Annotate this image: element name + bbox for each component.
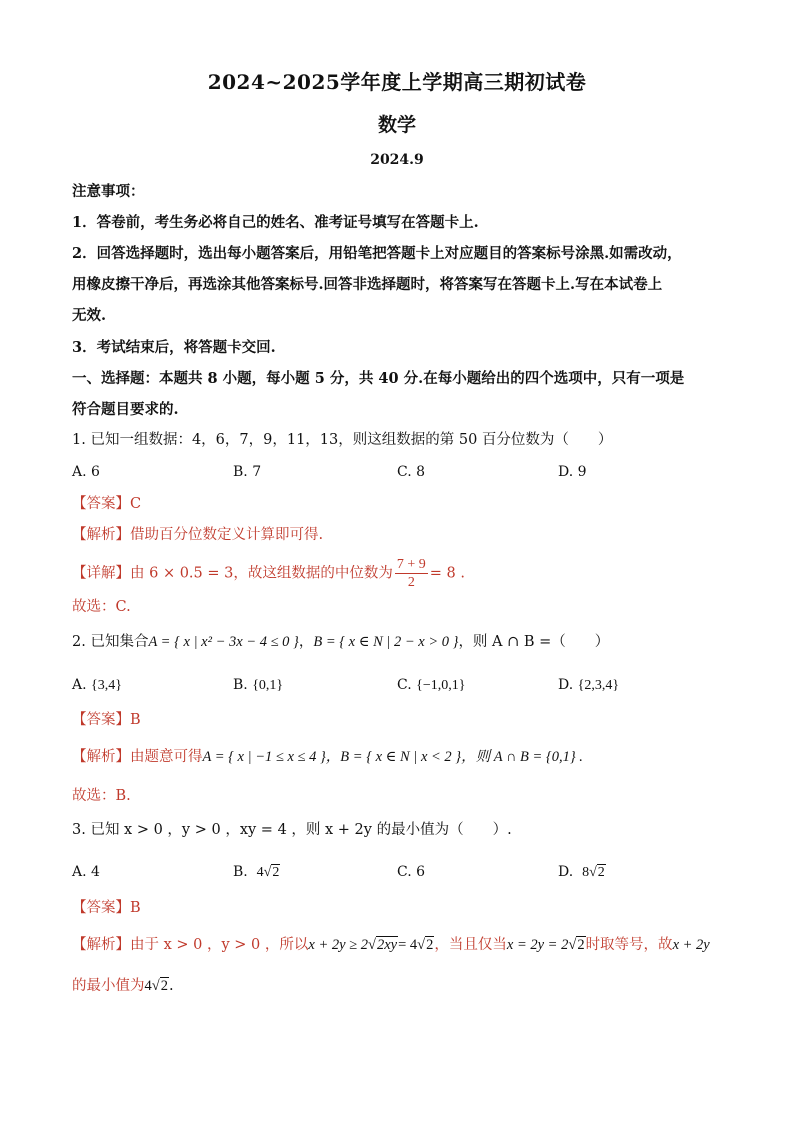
q3-option-c: C. 6: [397, 864, 426, 880]
question-1-stem: 1. 已知一组数据：4，6，7，9，11，13，则这组数据的第 50 百分位数为（ ）: [72, 432, 613, 448]
note-2-line-3: 无效.: [72, 307, 107, 324]
q3-option-b: [233, 862, 280, 883]
min-value-text: 的最小值为: [72, 978, 145, 994]
sqrt-symbol: √: [151, 978, 160, 994]
notes-heading: 注意事项：: [72, 183, 145, 200]
q2-final: 故选：B.: [72, 788, 131, 804]
inequality-eq: = 4: [398, 937, 418, 953]
note-2-line-2: 用橡皮擦干净后，再选涂其他答案标号.回答非选择题时，将答案写在答题卡上.写在本试卷上: [72, 276, 663, 293]
analysis-result: ，则 A ∩ B = {0,1} .: [461, 749, 583, 765]
option-radicand: 2: [272, 865, 280, 880]
fraction: [395, 556, 428, 591]
q2-option-d: [558, 675, 619, 696]
analysis-tag: 【解析】: [72, 937, 130, 953]
answer-tag: 【答案】: [72, 900, 130, 916]
exam-date: 2024.9: [370, 152, 424, 168]
q1-option-a: A. 6: [72, 464, 100, 480]
q2-option-a: [72, 675, 122, 696]
q2-stem-pre: 2. 已知集合: [72, 634, 149, 650]
q2-stem-post: ，则 A ∩ B =（ ）: [458, 634, 610, 650]
section-heading-line-1: 一、选择题：本题共 8 小题，每小题 5 分，共 40 分.在每小题给出的四个选项中，只有一项是: [72, 370, 685, 387]
min-value-radicand: 2: [160, 978, 168, 994]
q1-detail: [72, 556, 724, 590]
sqrt-symbol: √: [568, 937, 577, 953]
q3-option-d: [558, 862, 606, 883]
min-value-end: .: [168, 978, 174, 994]
analysis-pre: 由于 x > 0 ，y > 0 ，所以: [130, 937, 309, 953]
q2-sep: ，: [298, 634, 314, 650]
option-radicand: 2: [597, 865, 605, 880]
detail-tag: 【详解】: [72, 565, 130, 582]
q2-analysis: [72, 747, 724, 767]
min-value-coef: 4: [144, 978, 152, 994]
q1-analysis: [72, 525, 724, 545]
equality: x = 2y = 2: [506, 937, 569, 953]
note-3: 3．考试结束后，将答题卡交回.: [72, 339, 276, 356]
q3-analysis-line-2: [72, 976, 724, 996]
option-value: {−1,0,1}: [416, 678, 466, 693]
option-value: {3,4}: [91, 678, 122, 693]
section-heading-line-2: 符合题目要求的.: [72, 401, 179, 418]
option-label: D.: [558, 677, 574, 693]
option-label: B.: [233, 677, 248, 693]
question-3-stem: 3. 已知 x > 0 ，y > 0 ，xy = 4 ，则 x + 2y 的最小值为（ ）.: [72, 822, 512, 838]
expression: x + 2y: [672, 937, 710, 953]
answer-tag: 【答案】: [72, 712, 130, 728]
answer-value: B: [130, 900, 141, 916]
analysis-tag: 【解析】: [72, 527, 130, 543]
analysis-text: 借助百分位数定义计算即可得.: [130, 527, 324, 543]
q2-answer: [72, 710, 724, 730]
detail-text: 由 6 × 0.5 = 3，故这组数据的中位数为: [130, 565, 393, 582]
subject-title: 数学: [377, 114, 416, 136]
option-coef: 8: [582, 865, 590, 880]
note-2-line-1: 2．回答选择题时，选出每小题答案后，用铅笔把答题卡上对应题目的答案标号涂黑.如需改动，: [72, 245, 682, 262]
exam-title: 2024~2025学年度上学期高三期初试卷: [207, 70, 587, 94]
option-label: C.: [397, 677, 412, 693]
option-value: {2,3,4}: [577, 678, 620, 693]
condition-post: 时取等号，故: [585, 937, 673, 953]
sqrt-symbol: √: [368, 937, 376, 953]
q3-answer: [72, 898, 724, 918]
option-coef: 4: [256, 865, 264, 880]
q1-answer: [72, 494, 724, 514]
q1-final: 故选：C.: [72, 599, 131, 615]
answer-tag: 【答案】: [72, 496, 130, 512]
q2-set-b: B = { x ∈ N | 2 − x > 0 }: [313, 634, 459, 650]
q3-option-a: A. 4: [72, 864, 100, 880]
note-1: 1．答卷前，考生务必将自己的姓名、准考证号填写在答题卡上.: [72, 214, 479, 231]
option-label: D.: [558, 864, 574, 880]
analysis-set-b: ，B = { x ∈ N | x < 2 }: [325, 749, 462, 765]
q2-set-a: A = { x | x² − 3x − 4 ≤ 0 }: [148, 634, 299, 650]
option-label: B.: [233, 864, 248, 880]
analysis-pre: 由题意可得: [130, 749, 203, 765]
q1-option-d: D. 9: [558, 464, 587, 480]
inequality-radicand: 2xy: [376, 937, 398, 953]
option-value: {0,1}: [252, 678, 284, 693]
q2-option-c: [397, 675, 465, 696]
option-label: A.: [72, 677, 87, 693]
inequality: x + 2y ≥ 2: [308, 937, 369, 953]
answer-value: B: [130, 712, 141, 728]
fraction-denominator: 2: [407, 575, 415, 590]
analysis-set-a: A = { x | −1 ≤ x ≤ 4 }: [202, 749, 326, 765]
q2-option-b: [233, 675, 283, 696]
analysis-tag: 【解析】: [72, 749, 130, 765]
q1-option-c: C. 8: [397, 464, 426, 480]
answer-value: C: [130, 496, 142, 512]
equality-radicand: 2: [577, 937, 585, 953]
fraction-numerator: 7 + 9: [396, 557, 426, 572]
inequality-radicand-2: 2: [426, 937, 434, 953]
detail-result: = 8 .: [429, 565, 465, 582]
sqrt-symbol: √: [417, 937, 426, 953]
sqrt-symbol: √: [589, 865, 597, 880]
question-2-stem: [72, 632, 724, 652]
q3-analysis: [72, 935, 724, 955]
sqrt-symbol: √: [263, 865, 272, 880]
condition-text: ，当且仅当: [434, 937, 507, 953]
q1-option-b: B. 7: [233, 464, 262, 480]
